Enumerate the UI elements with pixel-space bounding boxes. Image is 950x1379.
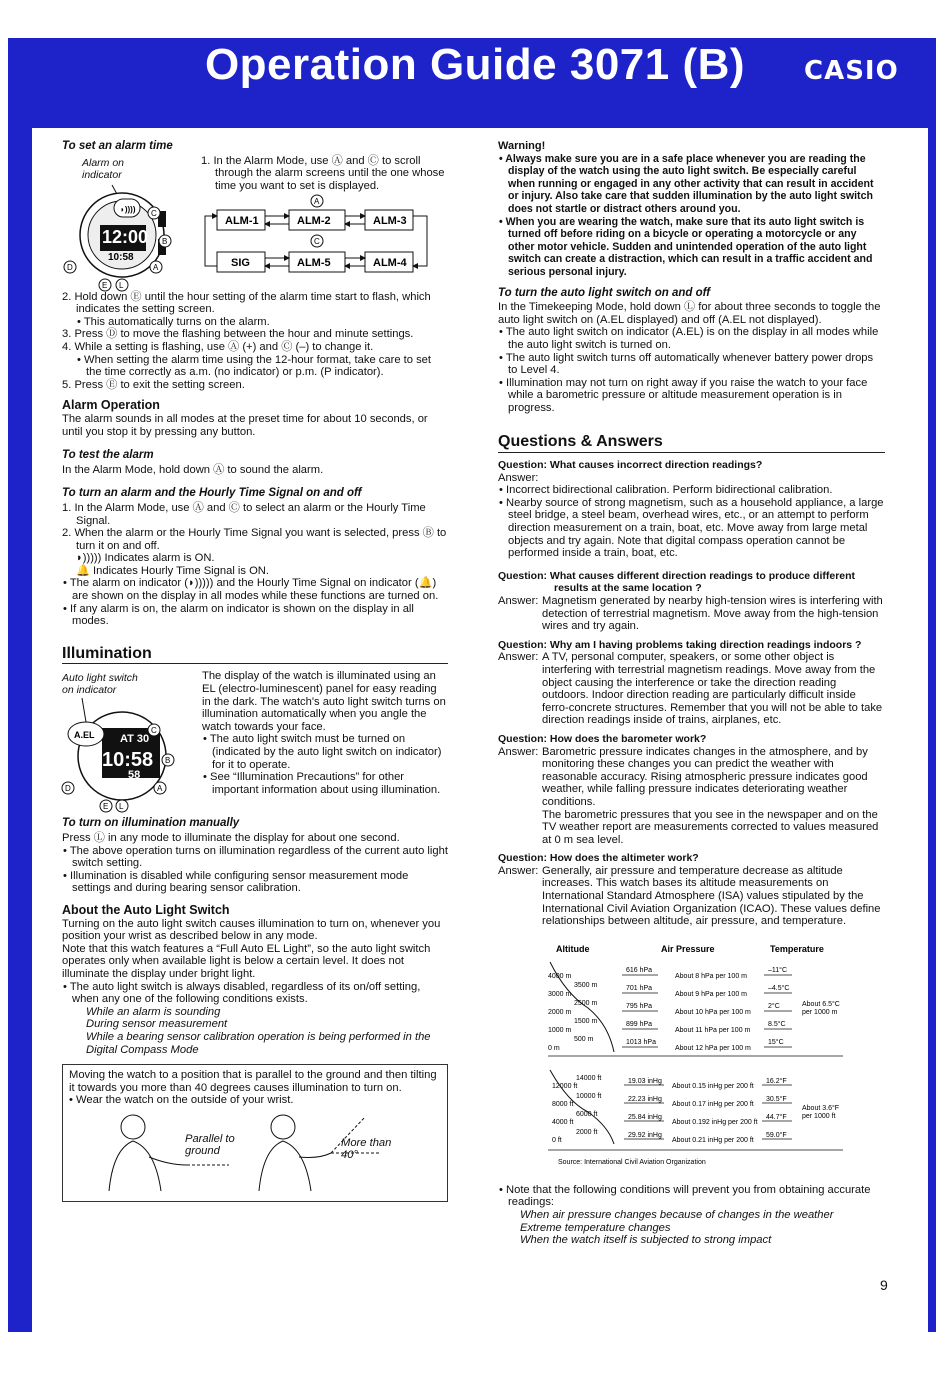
qa-item bbox=[498, 639, 885, 727]
wrist-box-bullet: • Wear the watch on the outside of your wrist. bbox=[69, 1094, 294, 1107]
isa-source: Source: International Civil Aviation Organization bbox=[558, 1158, 706, 1166]
illumination-row bbox=[62, 670, 448, 812]
turn-alarm-item: • If any alarm is on, the alarm on indicator is shown on the display in all modes. bbox=[63, 602, 414, 628]
isa-rate: About 0.192 inHg per 200 ft bbox=[672, 1118, 758, 1126]
isa-alt-major: 4000 m bbox=[548, 972, 572, 980]
alarm-on-indicator-label: Alarm on indicator bbox=[82, 156, 125, 181]
isa-lapse: About 3.6°F bbox=[802, 1104, 840, 1112]
isa-rate: About 12 hPa per 100 m bbox=[675, 1044, 751, 1052]
isa-temp: 15°C bbox=[768, 1038, 784, 1046]
turn-auto-light-bullet: • The auto light switch on indicator (A.EL) is on the display in all modes while the auto light switch is turned on. bbox=[499, 326, 879, 351]
turn-alarm-item: ◗))))) Indicates alarm is ON. bbox=[76, 552, 215, 565]
isa-alt-minor: 2000 ft bbox=[576, 1128, 598, 1136]
qa-question: Question: What causes incorrect direction readings? bbox=[498, 459, 763, 472]
alarm-step: 5. Press Ⓔ to exit the setting screen. bbox=[62, 378, 245, 391]
isa-pressure: 899 hPa bbox=[626, 1020, 653, 1028]
isa-header: Temperature bbox=[770, 943, 824, 954]
auto-light-condition: While an alarm is sounding bbox=[86, 1005, 221, 1018]
qa-item bbox=[498, 459, 885, 560]
alarm-steps-list bbox=[62, 291, 448, 392]
isa-temp: –4.5°C bbox=[768, 984, 790, 992]
isa-lapse: per 1000 m bbox=[802, 1008, 838, 1016]
illumination-bullet: • The auto light switch must be turned on (indicated by the auto light switch on indicator) for it to operate. bbox=[203, 733, 442, 771]
parallel-label: Parallel to ground bbox=[185, 1133, 235, 1158]
svg-text:A: A bbox=[157, 784, 163, 794]
turn-auto-light-text: In the Timekeeping Mode, hold down Ⓛ for about three seconds to toggle the auto light switch on (A.EL displayed) and off (A.EL not displayed). bbox=[498, 301, 881, 326]
alarm-operation-heading: Alarm Operation bbox=[62, 398, 160, 413]
svg-text:◗)))): ◗)))) bbox=[120, 204, 136, 214]
isa-pressure: 616 hPa bbox=[626, 966, 653, 974]
svg-text:L: L bbox=[119, 802, 124, 812]
isa-alt-minor: 10000 ft bbox=[576, 1092, 602, 1100]
qa-item bbox=[498, 733, 885, 846]
test-alarm-text: In the Alarm Mode, hold down Ⓐ to sound the alarm. bbox=[62, 463, 324, 476]
qa-question: Question: What causes different direction readings to produce different results at the same location ? bbox=[498, 569, 856, 595]
wrist-box-text: Moving the watch to a position that is parallel to the ground and then tilting it towards you more than 40 degrees causes illumination to turn on. bbox=[69, 1069, 437, 1094]
alarm-step: • When setting the alarm time using the 12-hour format, take care to set the time correctly as a.m. (no indicator) or p.m. (P indicator). bbox=[77, 353, 432, 379]
isa-temp: 2°C bbox=[768, 1002, 780, 1010]
qa-bullet: • Incorrect bidirectional calibration. Perform bidirectional calibration. bbox=[499, 484, 833, 497]
qa-item bbox=[498, 852, 885, 928]
qa-answer: A TV, personal computer, speakers, or some other object is interfering with terrestrial magnetism readings. Move away from the object causing the interference or take the direction reading outdoors. Indoor direction reading are particularly difficult inside ferro-concrete structures. Remember that you will not be able to take direction readings inside of trains, airplanes, etc. bbox=[542, 651, 883, 727]
qa-answer-label: Answer: bbox=[498, 471, 539, 484]
alarm-watch-figure bbox=[62, 155, 197, 290]
isa-rate: About 8 hPa per 100 m bbox=[675, 972, 747, 980]
cycle-alm4: ALM-4 bbox=[373, 257, 407, 270]
qa-question: Question: How does the barometer work? bbox=[498, 732, 707, 745]
isa-alt-minor: 1500 m bbox=[574, 1017, 598, 1025]
isa-alt-minor: 3500 m bbox=[574, 981, 598, 989]
isa-alt-major: 2000 m bbox=[548, 1008, 572, 1016]
svg-text:D: D bbox=[65, 784, 71, 794]
manual-illum-heading: To turn on illumination manually bbox=[62, 817, 240, 830]
auto-light-heading: About the Auto Light Switch bbox=[62, 903, 230, 917]
svg-text:C: C bbox=[151, 726, 157, 736]
warning-heading: Warning! bbox=[498, 140, 546, 152]
isa-alt-minor: 500 m bbox=[574, 1035, 594, 1043]
wrist-position-box bbox=[62, 1064, 448, 1202]
cycle-sig: SIG bbox=[231, 257, 250, 270]
svg-text:A: A bbox=[153, 262, 159, 272]
final-condition: Extreme temperature changes bbox=[520, 1221, 671, 1234]
isa-temp: 30.5°F bbox=[766, 1095, 787, 1103]
turn-alarm-item: • The alarm on indicator (◗))))) and the Hourly Time Signal on indicator (🔔) are shown on the display in all modes while these functions are turned on. bbox=[63, 577, 439, 603]
final-condition: When the watch itself is subjected to strong impact bbox=[520, 1234, 772, 1247]
final-bullet: • Note that the following conditions will prevent you from obtaining accurate readings: bbox=[499, 1183, 871, 1209]
isa-alt-major: 0 m bbox=[548, 1044, 560, 1052]
isa-lapse: per 1000 ft bbox=[802, 1112, 836, 1120]
isa-pressure: 19.03 inHg bbox=[628, 1077, 662, 1085]
alarm-operation-text: The alarm sounds in all modes at the preset time for about 10 seconds, or until you stop it by pressing any button. bbox=[62, 412, 428, 438]
isa-rate: About 0.21 inHg per 200 ft bbox=[672, 1136, 754, 1144]
illumination-watch-figure bbox=[62, 670, 202, 812]
illumination-bullet: • See “Illumination Precautions” for other important information about using illumination. bbox=[203, 771, 441, 796]
svg-text:B: B bbox=[162, 236, 168, 246]
isa-alt-minor: 6000 ft bbox=[576, 1110, 598, 1118]
qa-answer-label: Answer: bbox=[498, 864, 539, 877]
manual-illum-text: Press Ⓛ in any mode to illuminate the display for about one second. bbox=[62, 832, 400, 845]
more-than-40-label: More than 40° bbox=[341, 1137, 392, 1162]
isa-alt-minor: 14000 ft bbox=[576, 1074, 602, 1082]
svg-text:A: A bbox=[314, 197, 320, 207]
manual-illum-bullet: • The above operation turns on illumination regardless of the current auto light switch setting. bbox=[63, 844, 448, 870]
illumination-text: The display of the watch is illuminated using an EL (electro-luminescent) panel for easy reading in the dark. The watch's auto light switch turns on illumination automatically when you angle the watch towards your face. bbox=[202, 670, 446, 733]
cycle-alm5: ALM-5 bbox=[297, 257, 331, 270]
auto-light-condition: During sensor measurement bbox=[86, 1018, 228, 1031]
svg-text:A.EL: A.EL bbox=[74, 730, 95, 741]
isa-pressure: 22.23 inHg bbox=[628, 1095, 662, 1103]
cycle-alm2: ALM-2 bbox=[297, 215, 331, 228]
watch-face-icon bbox=[62, 155, 197, 290]
qa-heading: Questions & Answers bbox=[498, 436, 885, 453]
isa-alt-major: 1000 m bbox=[548, 1026, 572, 1034]
auto-light-bullet: • The auto light switch is always disabled, regardless of its on/off setting, when any one of the following conditions exists. bbox=[63, 980, 421, 1006]
qa-answer: Generally, air pressure and temperature decrease as altitude increases. This watch bases its altitude measurements on International Standard Atmosphere (ISA) values stipulated by the International Civil Aviation Organization (ICAO). These values define relationships between altitude, air pressure, and temperature. bbox=[542, 864, 881, 928]
qa-answer-label: Answer: bbox=[498, 745, 539, 758]
final-condition: When air pressure changes because of changes in the weather bbox=[520, 1209, 834, 1222]
svg-text:D: D bbox=[67, 262, 73, 272]
svg-text:B: B bbox=[165, 756, 171, 766]
isa-temp: 16.2°F bbox=[766, 1077, 787, 1085]
isa-pressure: 701 hPa bbox=[626, 984, 653, 992]
left-column bbox=[62, 140, 448, 1202]
turn-alarm-item: 🔔 Indicates Hourly Time Signal is ON. bbox=[76, 564, 269, 577]
qa-bullet: • Nearby source of strong magnetism, such as a household appliance, a large steel bridge, a steel beam, overhead wires, etc., or an attempt to perform direction measurement on a train, boat, etc. Move away from large metal objects and try again. Note that digital compass operation cannot be performed inside a train, boat, etc. bbox=[499, 496, 884, 560]
turn-alarm-item: 1. In the Alarm Mode, use Ⓐ and Ⓒ to select an alarm or the Hourly Time Signal. bbox=[62, 501, 426, 527]
watch-big-digits: 12:00 bbox=[102, 226, 149, 247]
svg-text:58: 58 bbox=[128, 769, 141, 782]
isa-temp: –11°C bbox=[768, 966, 788, 974]
isa-rate: About 9 hPa per 100 m bbox=[675, 990, 747, 998]
svg-text:10:58: 10:58 bbox=[102, 749, 154, 772]
qa-answer-label: Answer: bbox=[498, 651, 539, 664]
cycle-alm1: ALM-1 bbox=[225, 215, 259, 228]
auto-light-condition: While a bearing sensor calibration operation is being performed in the Digital Compass Mode bbox=[86, 1030, 431, 1056]
isa-pressure: 795 hPa bbox=[626, 1002, 653, 1010]
illumination-heading: Illumination bbox=[62, 648, 448, 665]
qa-item bbox=[498, 570, 885, 633]
isa-temp: 8.5°C bbox=[768, 1020, 786, 1028]
qa-question: Question: How does the altimeter work? bbox=[498, 852, 699, 865]
qa-answer: Magnetism generated by nearby high-tension wires is interfering with detection of terrestrial magnetism. Move away from the high-tension wires and try again. bbox=[542, 595, 883, 633]
manual-illum-bullet: • Illumination is disabled while configuring sensor measurement mode settings and during bearing sensor calibration. bbox=[63, 869, 409, 895]
isa-alt-minor: 2500 m bbox=[574, 999, 598, 1007]
turn-auto-light-heading: To turn the auto light switch on and off bbox=[498, 286, 711, 299]
alarm-step: • This automatically turns on the alarm. bbox=[77, 315, 270, 328]
qa-question: Question: Why am I having problems taking direction readings indoors ? bbox=[498, 638, 862, 651]
warning-item: • Always make sure you are in a safe place whenever you are reading the display of the watch using the auto light switch. Be especially careful when running or engaged in any other activity that can result in accident or injury. Also take care that sudden illumination by the auto light switch does not startle or distract others around you. bbox=[499, 152, 874, 215]
isa-rate: About 0.15 inHg per 200 ft bbox=[672, 1082, 754, 1090]
watch-face-icon bbox=[62, 670, 202, 812]
svg-text:L: L bbox=[119, 280, 124, 290]
turn-auto-light-bullet: • The auto light switch turns off automatically whenever battery power drops to Level 4. bbox=[499, 351, 874, 377]
alarm-step-1: 1. In the Alarm Mode, use Ⓐ and Ⓒ to scroll through the alarm screens until the one whose time you want to set is displayed. bbox=[201, 154, 445, 192]
isa-header: Altitude bbox=[556, 943, 590, 954]
isa-alt-major: 8000 ft bbox=[552, 1100, 574, 1108]
right-column bbox=[498, 140, 885, 1247]
qa-answer: Barometric pressure indicates changes in the atmosphere, and by monitoring these changes you can predict the weather with reasonable accuracy. Rising atmospheric pressure indicates good weather, while falling pressure indicates deteriorating weather conditions. The barometric pressures that you see in the newspaper and on the TV weather report are measurements corrected to values measured at 0 m sea level. bbox=[542, 745, 879, 846]
alarm-step: 2. Hold down Ⓔ until the hour setting of the alarm time start to flash, which indicates the setting screen. bbox=[62, 290, 431, 316]
turn-alarm-heading: To turn an alarm and the Hourly Time Signal on and off bbox=[62, 487, 362, 500]
isa-alt-major: 4000 ft bbox=[552, 1118, 574, 1126]
illumination-text-block bbox=[202, 670, 448, 805]
auto-light-indicator-label: Auto light switch on indicator bbox=[62, 672, 138, 697]
turn-alarm-item: 2. When the alarm or the Hourly Time Signal you want is selected, press Ⓑ to turn it on and off. bbox=[62, 527, 447, 552]
isa-pressure: 1013 hPa bbox=[626, 1038, 656, 1046]
isa-header: Air Pressure bbox=[661, 943, 715, 954]
svg-text:AT 30: AT 30 bbox=[120, 733, 150, 746]
svg-text:C: C bbox=[151, 208, 157, 218]
isa-rate: About 10 hPa per 100 m bbox=[675, 1008, 751, 1016]
isa-table bbox=[498, 934, 885, 1166]
alarm-time-heading: To set an alarm time bbox=[62, 140, 173, 152]
isa-alt-major: 12000 ft bbox=[552, 1082, 578, 1090]
test-alarm-heading: To test the alarm bbox=[62, 449, 154, 462]
isa-rate: About 0.17 inHg per 200 ft bbox=[672, 1100, 754, 1108]
isa-temp: 44.7°F bbox=[766, 1113, 787, 1121]
isa-temp: 59.0°F bbox=[766, 1131, 787, 1139]
auto-light-text: Turning on the auto light switch causes illumination to turn on, whenever you position your wrist as described below in any mode. bbox=[62, 917, 441, 943]
turn-alarm-list bbox=[62, 502, 448, 628]
alarm-step: 3. Press Ⓓ to move the flashing between the hour and minute settings. bbox=[62, 328, 414, 341]
turn-auto-light-bullet: • Illumination may not turn on right away if you raise the watch to your face while a barometric pressure or altitude measurement operation is in progress. bbox=[499, 376, 868, 414]
isa-alt-major: 3000 m bbox=[548, 990, 572, 998]
cycle-alm3: ALM-3 bbox=[373, 215, 407, 228]
page-title: Operation Guide 3071 (B) bbox=[204, 40, 746, 89]
isa-rate: About 11 hPa per 100 m bbox=[675, 1026, 751, 1034]
alarm-step: 4. While a setting is flashing, use Ⓐ (+) and Ⓒ (–) to change it. bbox=[62, 340, 374, 353]
svg-text:E: E bbox=[103, 802, 109, 812]
auto-light-text: Note that this watch features a “Full Auto EL Light”, so the auto light switch operates only when available light is below a certain level. It does not illuminate the display under bright light. bbox=[62, 942, 431, 980]
warning-item: • When you are wearing the watch, make sure that its auto light switch is turned off before riding on a bicycle or operating a motorcycle or any other motor vehicle. Sudden and unintended operation of the auto light switch can create a distraction, which can result in a traffic accident and serious personal injury. bbox=[499, 215, 873, 278]
svg-text:10:58: 10:58 bbox=[108, 251, 134, 263]
isa-pressure: 29.92 inHg bbox=[628, 1131, 662, 1139]
qa-answer-label: Answer: bbox=[498, 595, 539, 607]
page-number: 9 bbox=[880, 1277, 888, 1293]
isa-lapse: About 6.5°C bbox=[802, 1000, 840, 1008]
alarm-step1-block bbox=[197, 155, 448, 285]
isa-pressure: 25.84 inHg bbox=[628, 1113, 662, 1121]
alarm-cycle-diagram bbox=[201, 194, 441, 276]
isa-alt-major: 0 ft bbox=[552, 1136, 562, 1144]
alarm-figure-row bbox=[62, 154, 448, 290]
svg-text:C: C bbox=[314, 237, 320, 247]
svg-text:E: E bbox=[102, 280, 108, 290]
casio-logo: CASIO bbox=[804, 56, 899, 86]
